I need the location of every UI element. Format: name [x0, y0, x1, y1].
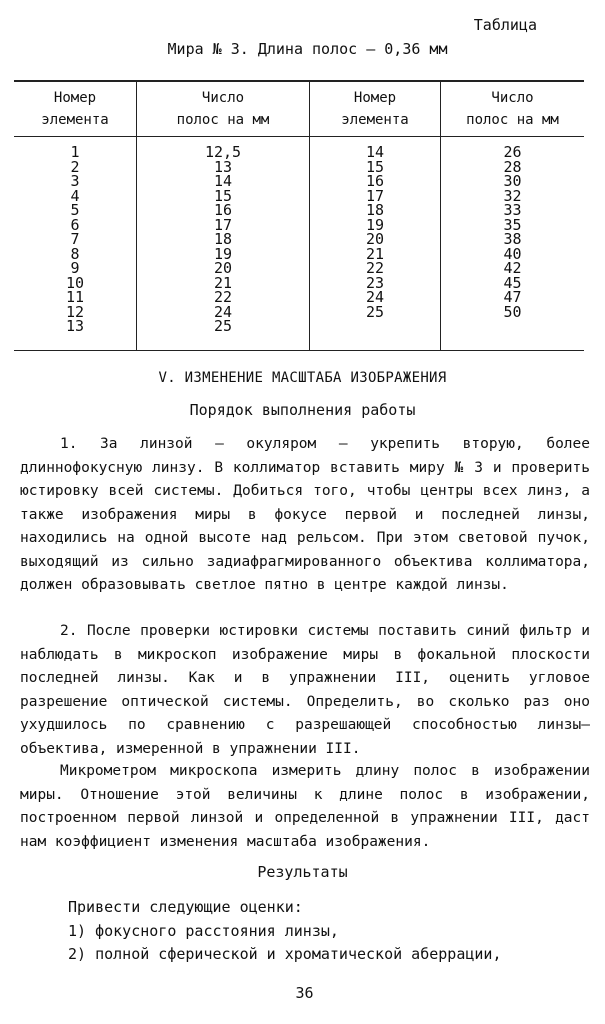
table-cell: 35 — [503, 215, 522, 234]
header-line: Номер — [53, 90, 97, 106]
table-cell: 19 — [213, 244, 233, 263]
table-cell: 11 — [65, 288, 85, 306]
header-line: элемента — [41, 112, 109, 128]
table-cell: 13 — [65, 317, 85, 335]
table-cell: 22 — [213, 288, 233, 306]
header-line: Номер — [353, 90, 397, 106]
table-cell: 47 — [503, 288, 522, 306]
table-cell: 21 — [213, 273, 233, 292]
header-line: Число — [201, 90, 245, 106]
table-cell: 16 — [213, 201, 233, 219]
table-cell: 42 — [503, 259, 522, 277]
table-row — [14, 137, 584, 351]
paragraph-step-1: 1. За линзой – окуляром – укрепить вторую, более длиннофокусную линзу. В коллиматор вставить миру № 3 и проверить юстировку всей системы. Добиться того, чтобы центры всех линз, а также изображения миры в фокусе первой и последней линзы, находились на одной высоте над рельсом. При этом световой пучок, выходящий из сильно задиафрагмированного объектива коллиматора, должен образовывать светлое пятно в центре каждой линзы. — [20, 436, 590, 593]
table-cell: 13 — [213, 157, 233, 176]
table-cell: 25 — [365, 302, 385, 321]
table-cell: 24 — [365, 288, 385, 306]
table-cell: 28 — [503, 157, 522, 176]
results-intro: Привести следующие оценки: — [68, 898, 303, 916]
table-cell: 50 — [503, 302, 522, 321]
table-cell: 4 — [70, 186, 80, 205]
table-cell: 40 — [503, 244, 522, 263]
table-cell: 17 — [365, 186, 385, 205]
table-header-row — [14, 81, 584, 137]
column-element-number-2 — [310, 137, 441, 351]
table-cell: 24 — [213, 302, 233, 321]
header-lines-per-mm-2 — [441, 81, 585, 137]
table-cell: 1 — [70, 143, 80, 161]
table-cell: 22 — [365, 259, 385, 277]
header-line: полос на мм — [466, 112, 559, 128]
column-lines-per-mm-2 — [441, 137, 585, 351]
table-cell: 10 — [65, 273, 85, 292]
header-line: элемента — [341, 112, 409, 128]
table-cell: 6 — [70, 215, 80, 234]
table-cell: 14 — [365, 143, 385, 161]
table-cell: 18 — [365, 201, 385, 219]
table-caption: Таблица — [473, 16, 537, 34]
table-cell: 23 — [365, 273, 385, 292]
table-cell: 9 — [70, 259, 80, 277]
results-item: 1) фокусного расстояния линзы, — [68, 921, 339, 940]
header-element-number-1 — [14, 81, 137, 137]
table-cell: 12 — [65, 302, 85, 321]
table-cell: 18 — [213, 230, 233, 248]
paragraph-step-2: 2. После проверки юстировки системы поставить синий фильтр и наблюдать в микроскоп изображение миры в фокальной плоскости последней линзы. Как и в упражнении III, оценить угловое разрешение оптической системы. Определить, во сколько раз оно ухудшилось по сравнению с разрешающей способностью линзы–объектива, измеренной в упражнении III. — [20, 623, 590, 757]
table-cell: 3 — [70, 172, 80, 190]
table-cell: 12,5 — [204, 143, 242, 161]
table-cell: 2 — [70, 157, 80, 176]
section-title: V. ИЗМЕНЕНИЕ МАСШТАБА ИЗОБРАЖЕНИЯ — [158, 370, 447, 386]
mira-table — [14, 80, 584, 351]
table-title: Мира № 3. Длина полос – 0,36 мм — [167, 40, 448, 58]
table-cell: 7 — [70, 230, 80, 248]
table-cell: 8 — [70, 244, 80, 263]
results-title: Результаты — [257, 863, 348, 881]
table-cell: 14 — [213, 172, 233, 190]
paragraph-micrometer: Микрометром микроскопа измерить длину полос в изображении миры. Отношение этой величины к длине полос в изображении, построенном первой линзой и определенной в упражнении III, даст нам коэффициент изменения масштаба изображения. — [20, 763, 590, 850]
table-cell: 25 — [213, 317, 233, 335]
table-cell: 15 — [213, 186, 233, 205]
table-cell: 45 — [503, 273, 522, 292]
table-cell: 15 — [365, 157, 385, 176]
header-line: Число — [491, 90, 534, 106]
results-list — [68, 896, 501, 967]
header-line: полос на мм — [176, 112, 270, 128]
table-cell: 20 — [213, 259, 233, 277]
table-cell: 33 — [503, 201, 522, 219]
table-cell: 19 — [365, 215, 385, 234]
table-cell: 17 — [213, 215, 233, 234]
column-lines-per-mm-1 — [137, 137, 310, 351]
table-cell: 32 — [503, 186, 522, 205]
table-cell: 16 — [365, 172, 385, 190]
results-item: 2) полной сферической и хроматической аберрации, — [68, 945, 502, 963]
table-cell: 30 — [503, 172, 522, 190]
page-number: 36 — [295, 984, 314, 1002]
header-lines-per-mm-1 — [137, 81, 310, 137]
table-cell: 26 — [503, 143, 522, 161]
column-element-number-1 — [14, 137, 137, 351]
table-cell: 21 — [365, 244, 385, 263]
table-cell: 38 — [503, 230, 522, 248]
table-cell: 5 — [70, 201, 80, 219]
section-subtitle: Порядок выполнения работы — [189, 401, 416, 419]
header-element-number-2 — [310, 81, 441, 137]
table-cell: 20 — [365, 230, 385, 248]
